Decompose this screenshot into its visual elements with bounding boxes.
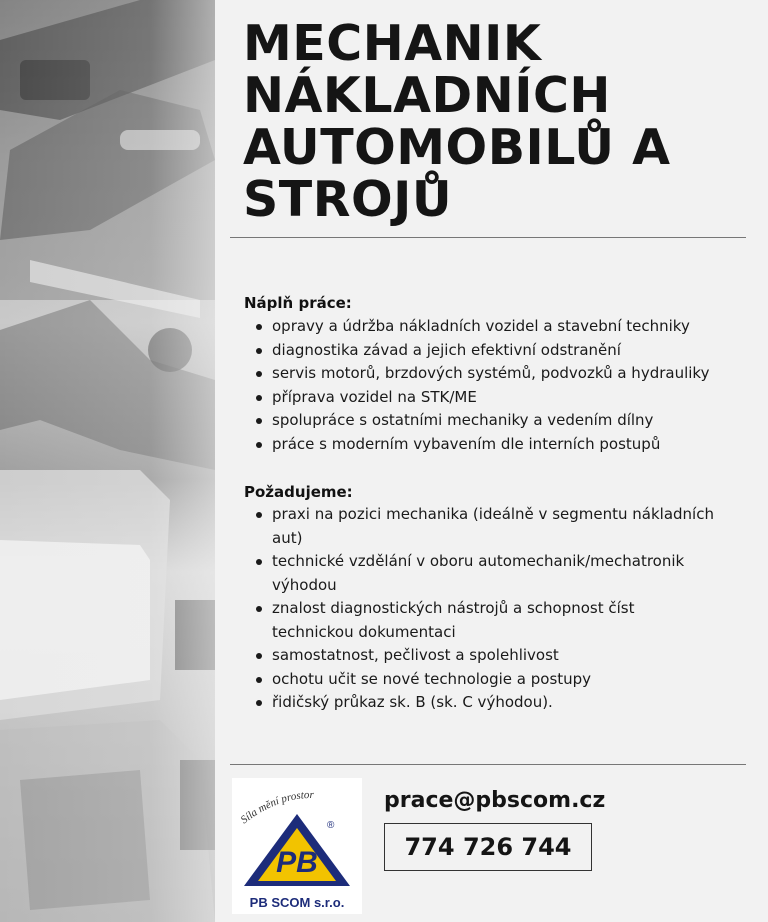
logo-slogan-text: Síla mění prostor [238,789,314,827]
registered-mark: ® [327,820,335,831]
list-item: samostatnost, pečlivost a spolehlivost [244,644,714,668]
list-item: znalost diagnostických nástrojů a schopnost číst technickou dokumentaci [244,597,714,644]
logo-mark-text: PB [276,846,318,879]
divider-bottom [230,764,746,765]
job-title-line: MECHANIK [243,15,542,72]
job-title-line: STROJŮ [243,171,453,228]
job-title-line: AUTOMOBILŮ A [243,119,671,176]
list-item: opravy a údržba nákladních vozidel a stavební techniky [244,315,756,339]
list-item: řidičský průkaz sk. B (sk. C výhodou). [244,691,714,715]
list-item: příprava vozidel na STK/ME [244,386,756,410]
duties-heading: Náplň práce: [244,294,352,312]
list-item: technické vzdělání v oboru automechanik/mechatronik výhodou [244,550,714,597]
list-item: spolupráce s ostatními mechaniky a vedením dílny [244,409,756,433]
logo-slogan [239,789,315,826]
logo-company-name: PB SCOM s.r.o. [249,895,345,910]
contact-email-link[interactable]: prace@pbscom.cz [384,788,606,813]
list-item: diagnostika závad a jejich efektivní odstranění [244,339,756,363]
requirements-heading: Požadujeme: [244,483,353,501]
divider-top [230,237,746,238]
list-item: servis motorů, brzdových systémů, podvozků a hydrauliky [244,362,756,386]
logo-mark [232,778,362,914]
list-item: práce s moderním vybavením dle interních postupů [244,433,756,457]
company-logo [232,778,362,914]
list-item: ochotu učit se nové technologie a postupy [244,668,714,692]
requirements-list [244,503,714,715]
truck-engine-photo [0,0,215,922]
contact-phone[interactable]: 774 726 744 [384,823,592,871]
job-title-line: NÁKLADNÍCH [243,67,611,124]
list-item: praxi na pozici mechanika (ideálně v segmentu nákladních aut) [244,503,714,550]
job-title [243,15,743,228]
duties-list [244,315,756,456]
